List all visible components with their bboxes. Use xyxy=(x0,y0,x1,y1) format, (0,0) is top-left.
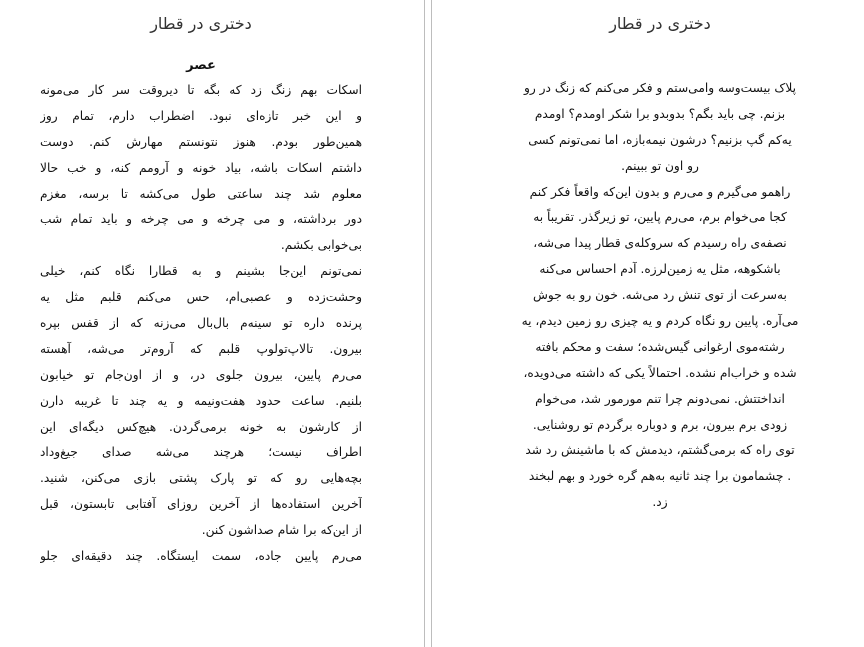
text-line: وحشت‌زده و عصبی‌ام، حس می‌کنم قلبم مثل یه xyxy=(40,290,362,305)
text-line: از این‌که برا شام صداشون کنن. xyxy=(201,523,362,538)
text-line: راهمو می‌گیرم و می‌رم و بدون این‌که واقعاً فکر کنم xyxy=(529,184,791,199)
section-title: عصر xyxy=(186,58,216,73)
right-page xyxy=(432,0,864,647)
text-line: بزنم. چی باید بگم؟ بدوبدو برا شکر اومدم؟ اومدم xyxy=(534,106,786,121)
text-line: اسکات بهم زنگ زد که بگه تا دیروقت سر کار می‌مونه xyxy=(40,83,362,97)
left-body-text xyxy=(40,78,362,570)
text-line: باشکوهه، مثل یه زمین‌لرزه. آدم احساس می‌کنه xyxy=(539,262,781,277)
text-line: زد. xyxy=(652,495,668,510)
text-line: نمی‌تونم این‌جا بشینم و به قطارا نگاه کنم، خیلی xyxy=(40,264,362,279)
text-line: می‌رم پایین، بیرون جلوی در، و از اون‌جام تو خیابون xyxy=(40,367,362,382)
text-line: داشتم اسکات باشه، بیاد خونه و آرومم کنه، و خب حالا xyxy=(40,160,362,175)
text-line: آخرین استفاده‌ها از آخرین روزای آفتابی تابستون، قبل xyxy=(40,497,362,512)
text-line: توی راه که برمی‌گشتم، دیدمش که با ماشینش رد شد xyxy=(525,443,795,458)
book-gutter xyxy=(424,0,432,647)
text-line: بی‌خوابی بکشم. xyxy=(280,238,362,253)
text-line: شده و خراب‌ام نشده. احتمالاً یکی که داشته می‌دویده، xyxy=(523,365,797,380)
text-line: رشته‌موی ارغوانی گیس‌شده؛ سفت و محکم بافته xyxy=(535,339,785,354)
text-line: بیرون. تالاپ‌تولوپ قلبم که آروم‌تر می‌شه، آهسته xyxy=(40,341,362,356)
text-line: و این خبر تازه‌ای نبود. اضطراب دارم، تمام روز xyxy=(40,108,362,123)
text-line: می‌رم پایین جاده، سمت ایستگاه. چند دقیقه‌ای جلو xyxy=(40,549,362,564)
right-body-text xyxy=(496,76,824,516)
left-page xyxy=(0,0,424,647)
text-line: یه‌کم گپ بزنیم؟ درشون نیمه‌بازه، اما نمی‌تونم کسی xyxy=(528,132,792,147)
text-line: پلاک بیست‌وسه وامی‌ستم و فکر می‌کنم که زنگ در رو xyxy=(524,81,796,95)
text-line: اطراف نیست؛ هرچند می‌شه صدای جیغ‌وداد xyxy=(40,445,362,460)
text-line: می‌آره. پایین رو نگاه کردم و یه چیزی رو زمین دیدم، یه xyxy=(521,314,799,329)
right-running-head: دختری در قطار xyxy=(609,14,711,33)
text-line: کجا می‌خوام برم، می‌رم پایین، تو زیرگذر. تقریباً به xyxy=(533,210,787,225)
left-running-head: دختری در قطار xyxy=(150,14,252,33)
text-line: بچه‌هایی رو که تو پارک پشتی بازی می‌کنن، شنید. xyxy=(40,471,362,486)
text-line: معلوم شد چند ساعتی طول می‌کشه تا برسه، مغزم xyxy=(40,186,362,201)
text-line: بلنیم. ساعت حدود هفت‌ونیمه و یه چند تا غریبه دارن xyxy=(40,393,362,408)
text-line: به‌سرعت از توی تنش رد می‌شه. خون رو به جوش xyxy=(533,288,787,303)
text-line: دور برداشته، و می چرخه و می چرخه و باید تمام شب xyxy=(40,212,362,227)
text-line: همین‌طور بودم. هنوز نتونستم مهارش کنم. دوست xyxy=(40,134,362,149)
text-line: پرنده داره تو سینه‌م بال‌بال می‌زنه که از قفس بپره xyxy=(40,316,362,331)
text-line: از کارشون به خونه برمی‌گردن. هیچ‌کس دیگه‌ای این xyxy=(40,419,362,434)
text-line: نصفه‌ی راه رسیدم که سروکله‌ی قطار پیدا می‌شه، xyxy=(533,236,787,251)
text-line: رو اون تو ببینم. xyxy=(621,158,699,173)
text-line: زودی برم بیرون، برم و دوباره برگردم تو روشنایی. xyxy=(532,417,788,432)
text-line: . چشمامون برا چند ثانیه به‌هم گره خورد و بهم لبخند xyxy=(528,469,792,484)
text-line: انداختتش. نمی‌دونم چرا تنم مورمور شد، می‌خوام xyxy=(535,391,785,406)
